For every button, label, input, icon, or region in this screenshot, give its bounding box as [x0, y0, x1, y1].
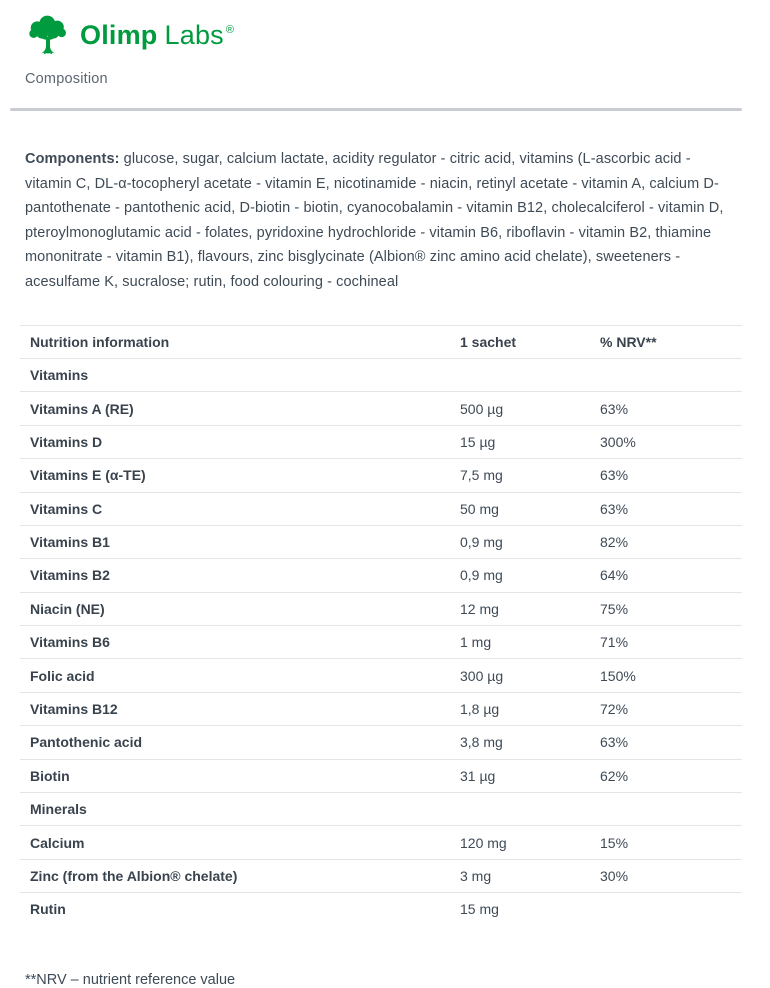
table-row: [20, 892, 742, 925]
nutrient-name: Biotin: [30, 767, 70, 784]
nutrient-name: Vitamins B2: [30, 567, 110, 584]
nutrient-nrv: 150%: [600, 667, 636, 684]
nutrient-amount: 31 µg: [460, 767, 496, 784]
nutrient-amount: 120 mg: [460, 834, 507, 851]
table-row: [20, 425, 742, 458]
table-row: [20, 658, 742, 691]
nutrient-nrv: 63%: [600, 467, 629, 484]
nutrient-nrv: 15%: [600, 834, 629, 851]
nutrient-amount: 50 mg: [460, 500, 499, 517]
nutrient-amount: 3,8 mg: [460, 734, 503, 751]
table-row: [20, 825, 742, 858]
nutrient-amount: 500 µg: [460, 400, 504, 417]
table-row: [20, 458, 742, 491]
nutrient-name: Calcium: [30, 834, 85, 851]
column-header-nutrition-information: Nutrition information: [30, 333, 170, 350]
nutrient-nrv: 64%: [600, 567, 629, 584]
nutrient-nrv: 71%: [600, 634, 629, 651]
nutrient-amount: 0,9 mg: [460, 567, 503, 584]
nutrient-nrv: 300%: [600, 433, 636, 450]
nutrition-table-header-row: [20, 325, 742, 358]
column-header-1-sachet: 1 sachet: [460, 333, 517, 350]
nutrient-name: Vitamins A (RE): [30, 400, 134, 417]
nutrient-name: Vitamins B12: [30, 701, 118, 718]
nutrient-amount: 300 µg: [460, 667, 504, 684]
page-header: [0, 0, 770, 87]
page-title: Composition: [25, 71, 108, 87]
nutrient-name: Niacin (NE): [30, 600, 105, 617]
nutrient-name: Pantothenic acid: [30, 734, 143, 751]
components-paragraph: [25, 147, 737, 295]
nutrient-amount: 3 mg: [460, 868, 492, 884]
components-text: glucose, sugar, calcium lactate, acidity regulator - citric acid, vitamins (L-ascorbic acid - vitamin C, DL-α-tocopheryl acetate - vitamin E, nicotinamide - niacin, retinyl acetate - vitamin A, calcium D-pantothenate - pantothenic acid, D-biotin - biotin, cyanocobalamin - vitamin B12, cholecalciferol - vitamin D, pteroylmonoglutamic acid - folates, pyridoxine hydrochloride - vitamin B6, riboflavin - vitamin B2, thiamine mononitrate - vitamin B1), flavours, zinc bisglycinate (Albion® zinc amino acid chelate), sweeteners - acesulfame K, sucralose; rutin, food colouring - cochineal: [25, 151, 724, 290]
nutrient-name: Folic acid: [30, 667, 95, 684]
brand-name-labs: Labs: [164, 19, 224, 50]
table-row: [20, 525, 742, 558]
nutrition-table: [20, 325, 742, 926]
brand-name: [80, 19, 235, 50]
header-divider: [10, 108, 742, 111]
nutrient-nrv: 63%: [600, 734, 629, 751]
table-row: [20, 692, 742, 725]
nutrient-nrv: 72%: [600, 701, 629, 718]
section-label: Vitamins: [30, 367, 89, 384]
nutrient-name: Vitamins C: [30, 500, 103, 517]
nutrient-nrv: 75%: [600, 600, 629, 617]
nutrient-amount: 1,8 µg: [460, 701, 500, 718]
nutrition-table-body: [20, 358, 742, 926]
table-section-row: [20, 792, 742, 825]
table-row: [20, 759, 742, 792]
column-header-nrv: % NRV**: [600, 333, 657, 350]
nutrient-amount: 15 mg: [460, 901, 499, 918]
nutrient-name: Vitamins B6: [30, 634, 110, 651]
nutrient-amount: 7,5 mg: [460, 467, 503, 484]
nrv-footnote: **NRV – nutrient reference value: [25, 971, 236, 988]
nutrient-amount: 0,9 mg: [460, 534, 503, 551]
brand-name-olimp: Olimp: [80, 19, 158, 50]
nutrient-nrv: 63%: [600, 400, 629, 417]
table-section-row: [20, 358, 742, 391]
nutrient-name: Vitamins B1: [30, 534, 110, 551]
nutrient-nrv: 62%: [600, 767, 629, 784]
table-row: [20, 725, 742, 758]
nutrient-name: Rutin: [30, 901, 66, 918]
table-row: [20, 492, 742, 525]
nutrient-name: Vitamins E (α-TE): [30, 467, 146, 484]
table-row: [20, 558, 742, 591]
nutrient-nrv: 82%: [600, 534, 629, 551]
nutrient-nrv: 63%: [600, 500, 629, 517]
nutrient-name: Vitamins D: [30, 433, 103, 450]
olimp-labs-logo: [25, 12, 770, 58]
registered-trademark-symbol: ®: [225, 23, 235, 36]
table-row: [20, 391, 742, 424]
nutrient-amount: 15 µg: [460, 433, 496, 450]
section-label: Minerals: [30, 801, 87, 818]
nutrient-amount: 12 mg: [460, 600, 499, 617]
table-row: [20, 625, 742, 658]
table-row: [20, 592, 742, 625]
tree-icon: [25, 12, 71, 58]
nutrient-name: Zinc (from the Albion® chelate): [30, 868, 238, 884]
nutrient-nrv: 30%: [600, 868, 629, 884]
nutrient-amount: 1 mg: [460, 634, 492, 651]
components-label: Components:: [25, 151, 120, 167]
table-row: [20, 859, 742, 892]
